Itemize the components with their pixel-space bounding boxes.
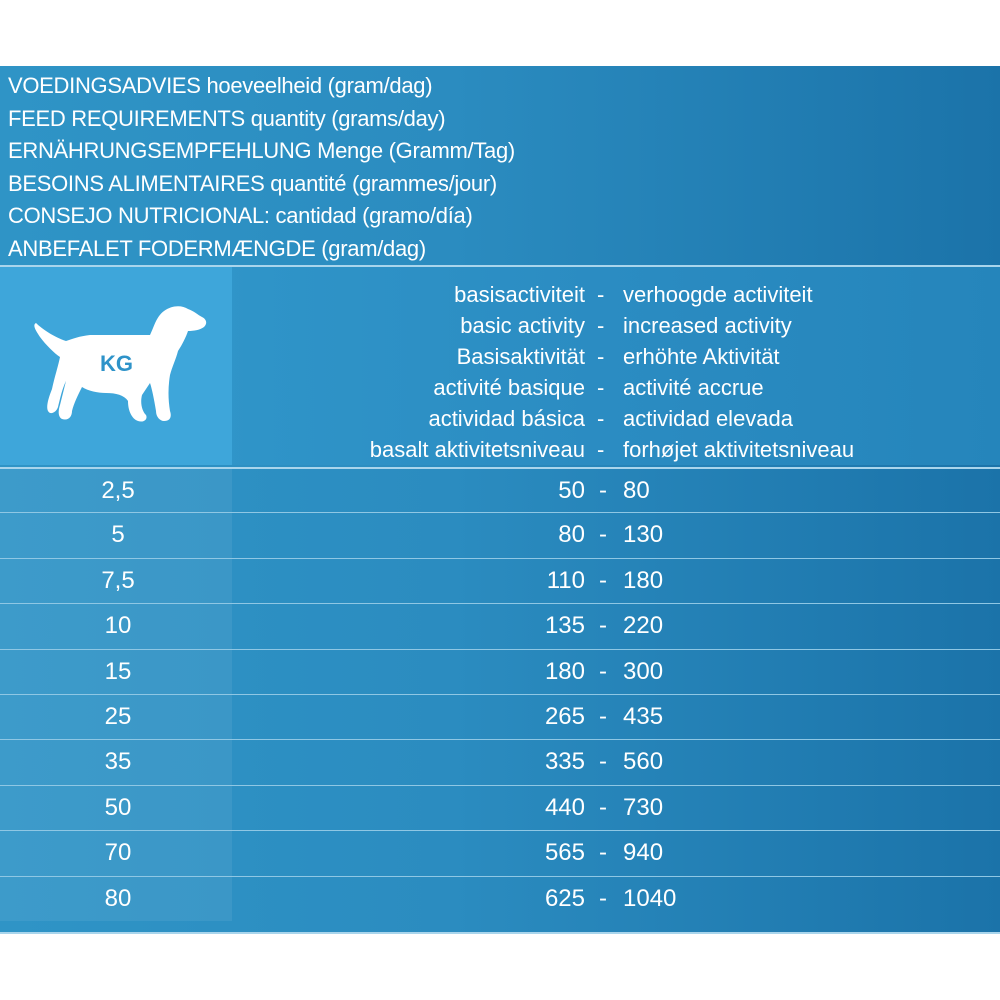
activity-row [0,279,1000,310]
grams-high: 300 [623,657,664,685]
basic-activity-label: activité basique [433,375,585,400]
grams-high: 435 [623,702,664,730]
title-rest: Menge (Gramm/Tag) [311,138,515,163]
table-row [0,467,1000,512]
feeding-table-panel [0,66,1000,934]
title-line [8,70,988,103]
range-dash: - [599,477,607,504]
grams-low: 265 [544,702,585,730]
weight-kg: 70 [104,839,132,867]
increased-activity-label: erhöhte Aktivität [623,344,780,369]
range-dash: - [599,793,607,821]
range-dash: - [599,657,607,685]
title-rest: hoeveelheid (gram/dag) [200,73,433,98]
table-row [0,694,1000,739]
title-line [8,103,988,136]
weight-kg: 80 [104,884,132,912]
title-rest: (gram/dag) [315,235,426,261]
title-rest: quantité (grammes/jour) [264,170,497,196]
range-dash: - [599,612,607,640]
activity-row [0,341,1000,372]
grams-high: 180 [623,566,664,594]
increased-activity-label: verhoogde activiteit [623,282,813,307]
activity-dash: - [597,375,605,400]
activity-row [0,434,1000,465]
activity-row [0,372,1000,403]
title-block [8,70,988,265]
activity-dash: - [597,344,605,369]
table-row [0,603,1000,648]
title-caps: FEED REQUIREMENTS [8,105,245,131]
title-caps: ERNÄHRUNGSEMPFEHLUNG [8,138,312,163]
basic-activity-label: basisactiviteit [454,282,585,307]
grams-low: 50 [558,477,585,504]
title-rest: quantity (grams/day) [244,105,446,131]
basic-activity-label: Basisaktivität [456,344,585,369]
increased-activity-label: forhøjet aktivitetsniveau [623,437,855,462]
range-dash: - [599,839,607,867]
grams-low: 135 [544,612,585,640]
activity-dash: - [597,406,605,431]
table-row [0,876,1000,921]
table-row [0,649,1000,694]
table-row [0,512,1000,557]
activity-dash: - [597,313,605,338]
table-row [0,739,1000,784]
grams-low: 440 [544,793,585,821]
grams-high: 730 [623,793,664,821]
increased-activity-label: increased activity [623,313,792,338]
weight-kg: 25 [104,702,132,730]
grams-high: 220 [623,612,664,640]
grams-high: 80 [623,477,650,504]
basic-activity-label: basalt aktivitetsniveau [369,437,585,462]
divider [0,932,1000,934]
weight-kg: 2,5 [101,477,135,504]
grams-high: 1040 [623,884,677,912]
basic-activity-label: basic activity [460,313,585,338]
table-header [0,267,1000,465]
range-dash: - [599,521,607,549]
grams-low: 335 [544,748,585,776]
title-caps: VOEDINGSADVIES [8,73,201,98]
activity-row [0,403,1000,434]
table-row [0,830,1000,875]
weight-kg: 50 [104,793,132,821]
grams-high: 560 [623,748,664,776]
range-dash: - [599,748,607,776]
weight-kg: 10 [104,612,132,640]
title-line [8,200,988,233]
title-caps: ANBEFALET FODERMÆNGDE [8,235,316,261]
increased-activity-label: actividad elevada [623,406,794,431]
grams-high: 940 [623,839,664,867]
range-dash: - [599,702,607,730]
grams-low: 80 [558,521,585,549]
title-line [8,168,988,201]
activity-dash: - [597,437,605,462]
grams-low: 110 [546,566,585,594]
title-line [8,135,988,168]
weight-kg: 15 [104,657,132,685]
grams-high: 130 [623,521,664,549]
weight-kg: 35 [104,748,132,776]
title-caps: BESOINS ALIMENTAIRES [8,170,265,196]
grams-low: 180 [544,657,585,685]
grams-low: 625 [544,884,585,912]
range-dash: - [599,884,607,912]
title-line [8,233,988,266]
activity-row [0,310,1000,341]
title-caps: CONSEJO NUTRICIONAL: [8,203,270,228]
kg-label: KG [100,351,133,376]
basic-activity-label: actividad básica [428,406,585,431]
table-row [0,785,1000,830]
grams-low: 565 [544,839,585,867]
table-body [0,467,1000,921]
weight-kg: 7,5 [101,566,135,594]
range-dash: - [599,566,607,594]
table-row [0,558,1000,603]
title-rest: cantidad (gramo/día) [269,203,473,228]
weight-kg: 5 [111,521,125,549]
increased-activity-label: activité accrue [623,375,764,400]
activity-dash: - [597,282,605,307]
